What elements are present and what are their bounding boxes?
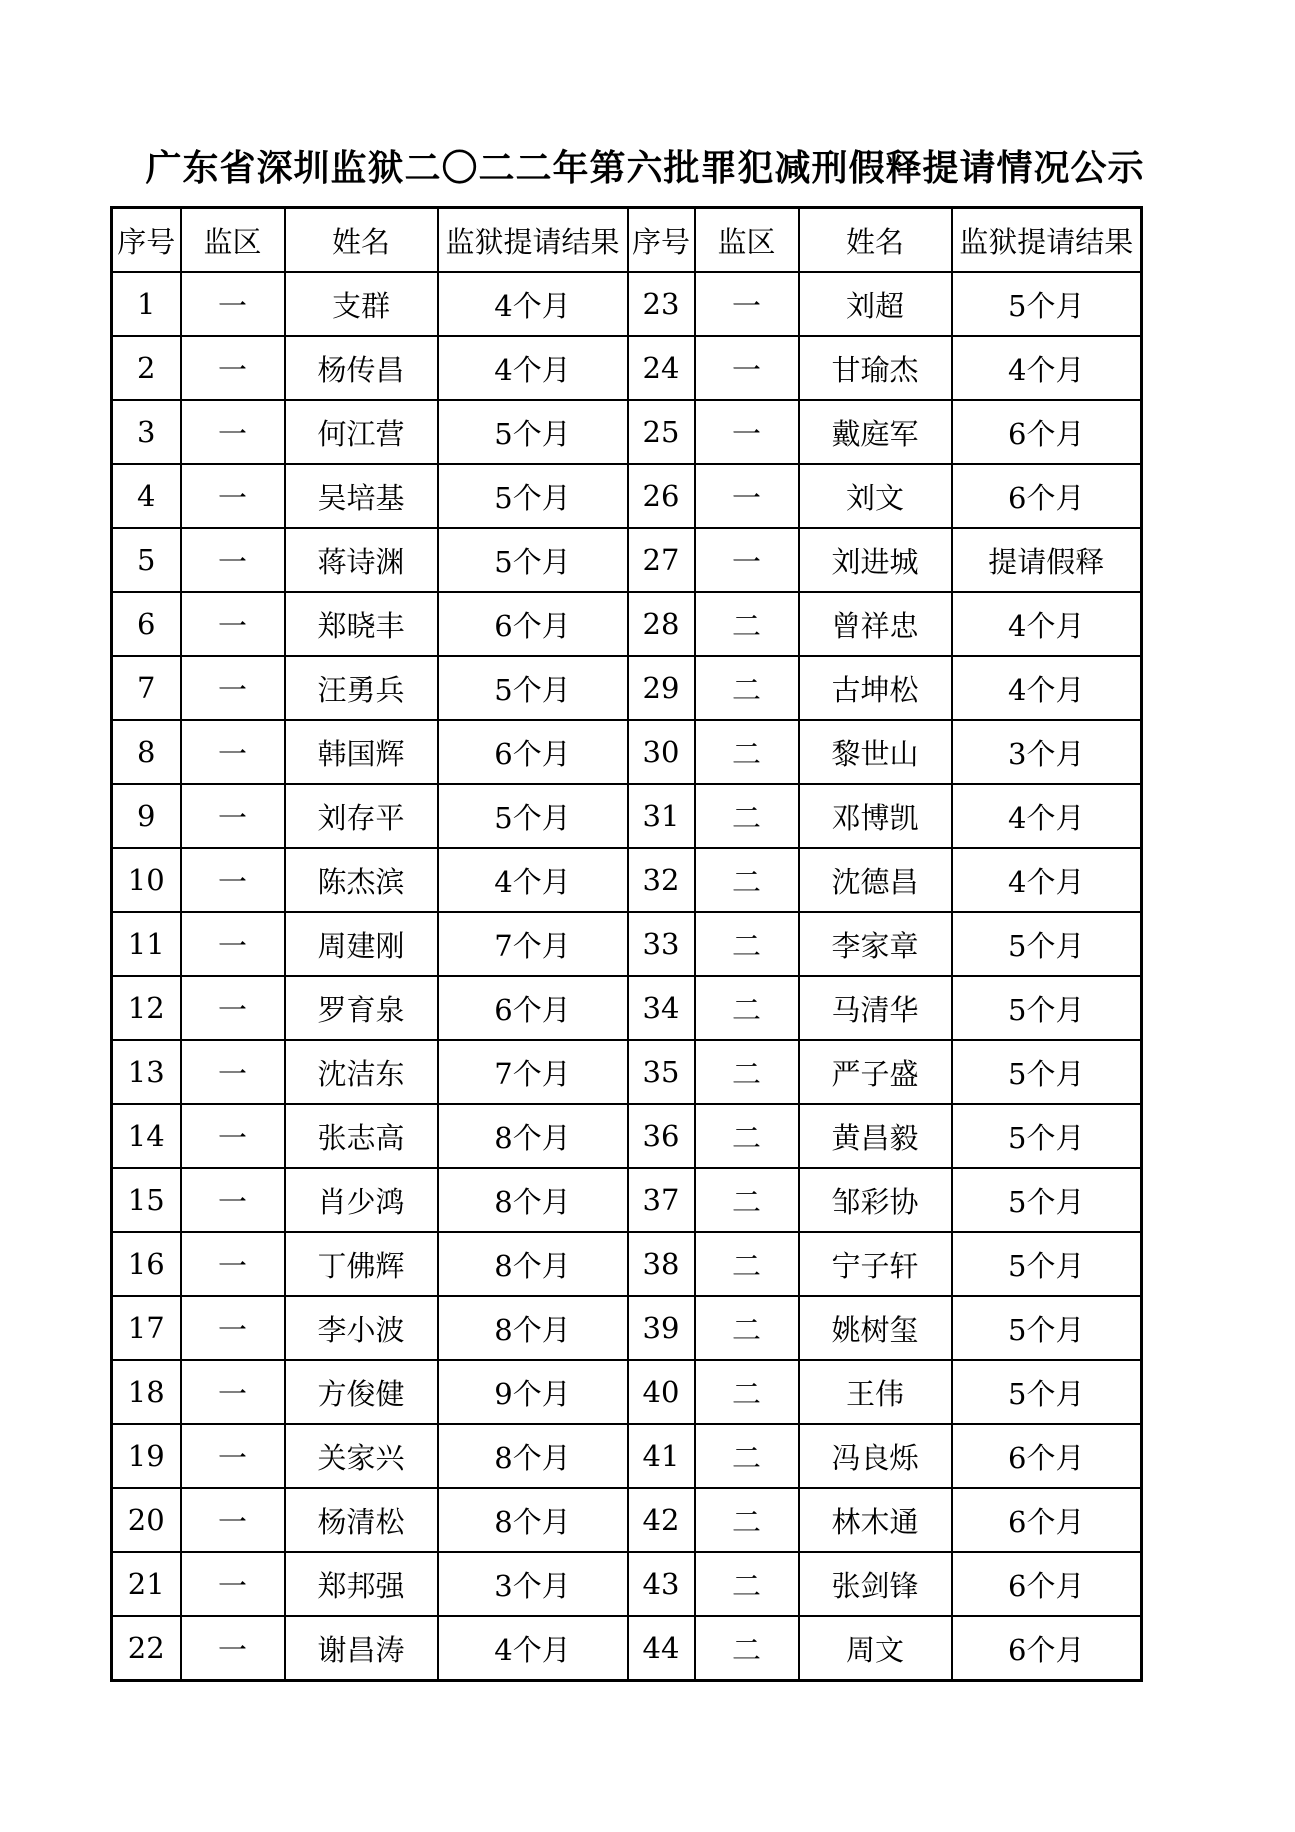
cell-name-right: 甘瑜杰 [799,336,952,400]
cell-name: 蒋诗渊 [285,528,438,592]
cell-area: 一 [181,720,285,784]
cell-name: 郑邦强 [285,1552,438,1616]
cell-result-right: 6个月 [952,464,1142,528]
cell-area: 一 [181,976,285,1040]
cell-seq-right: 34 [628,976,695,1040]
cell-area-right: 二 [695,1296,799,1360]
cell-name: 韩国辉 [285,720,438,784]
table-row [112,592,1142,656]
cell-result-right: 4个月 [952,656,1142,720]
table-row [112,656,1142,720]
cell-area-right: 二 [695,1040,799,1104]
cell-area-right: 二 [695,912,799,976]
cell-name-right: 严子盛 [799,1040,952,1104]
cell-name: 支群 [285,272,438,336]
table-row [112,1232,1142,1296]
cell-area-right: 二 [695,784,799,848]
cell-result-right: 6个月 [952,1488,1142,1552]
cell-result-right: 6个月 [952,400,1142,464]
cell-result-right: 5个月 [952,1168,1142,1232]
cell-area: 一 [181,1168,285,1232]
cell-area: 一 [181,848,285,912]
cell-name: 方俊健 [285,1360,438,1424]
cell-result: 8个月 [438,1424,628,1488]
cell-name-right: 李家章 [799,912,952,976]
cell-area-right: 二 [695,848,799,912]
cell-seq: 15 [112,1168,181,1232]
cell-area: 一 [181,1296,285,1360]
cell-seq-right: 41 [628,1424,695,1488]
cell-name: 刘存平 [285,784,438,848]
cell-name: 周建刚 [285,912,438,976]
header-name-right: 姓名 [799,208,952,273]
cell-seq: 7 [112,656,181,720]
cell-result-right: 5个月 [952,912,1142,976]
cell-result-right: 3个月 [952,720,1142,784]
cell-name: 罗育泉 [285,976,438,1040]
cell-result-right: 6个月 [952,1552,1142,1616]
cell-result: 5个月 [438,656,628,720]
cell-result-right: 6个月 [952,1616,1142,1681]
cell-name-right: 黎世山 [799,720,952,784]
cell-seq-right: 23 [628,272,695,336]
table-row [112,1424,1142,1488]
cell-name-right: 马清华 [799,976,952,1040]
cell-name: 陈杰滨 [285,848,438,912]
cell-result: 8个月 [438,1104,628,1168]
table-row [112,1488,1142,1552]
cell-name: 李小波 [285,1296,438,1360]
table-row [112,1296,1142,1360]
cell-seq: 1 [112,272,181,336]
cell-name: 杨传昌 [285,336,438,400]
cell-name-right: 戴庭军 [799,400,952,464]
table-row [112,720,1142,784]
cell-result: 4个月 [438,848,628,912]
cell-area: 一 [181,1424,285,1488]
cell-result-right: 5个月 [952,272,1142,336]
cell-seq-right: 36 [628,1104,695,1168]
cell-name: 关家兴 [285,1424,438,1488]
cell-result: 6个月 [438,720,628,784]
table-row [112,1616,1142,1681]
cell-area-right: 一 [695,272,799,336]
cell-area-right: 二 [695,592,799,656]
cell-result-right: 4个月 [952,784,1142,848]
cell-result-right: 6个月 [952,1424,1142,1488]
cell-name: 杨清松 [285,1488,438,1552]
cell-result: 5个月 [438,464,628,528]
cell-result: 8个月 [438,1168,628,1232]
cell-name-right: 邹彩协 [799,1168,952,1232]
cell-area: 一 [181,1360,285,1424]
table-row [112,1104,1142,1168]
table-row [112,1168,1142,1232]
table-row [112,272,1142,336]
cell-seq: 5 [112,528,181,592]
cell-area-right: 一 [695,528,799,592]
cell-result: 5个月 [438,400,628,464]
cell-name: 张志高 [285,1104,438,1168]
cell-seq-right: 38 [628,1232,695,1296]
table-row [112,912,1142,976]
cell-result: 4个月 [438,336,628,400]
cell-result-right: 5个月 [952,1104,1142,1168]
table-row [112,848,1142,912]
cell-area: 一 [181,1488,285,1552]
cell-area: 一 [181,656,285,720]
cell-name-right: 宁子轩 [799,1232,952,1296]
cell-area: 一 [181,1104,285,1168]
cell-result-right: 4个月 [952,848,1142,912]
cell-seq-right: 35 [628,1040,695,1104]
cell-area-right: 二 [695,1488,799,1552]
cell-area-right: 一 [695,464,799,528]
table-row [112,976,1142,1040]
table-row [112,336,1142,400]
cell-name-right: 王伟 [799,1360,952,1424]
publication-table [110,206,1143,1682]
table-row [112,1552,1142,1616]
header-area-right: 监区 [695,208,799,273]
cell-seq: 10 [112,848,181,912]
table-row [112,464,1142,528]
cell-result-right: 4个月 [952,336,1142,400]
cell-name: 吴培基 [285,464,438,528]
cell-result-right: 5个月 [952,1296,1142,1360]
cell-seq: 13 [112,1040,181,1104]
cell-seq: 22 [112,1616,181,1681]
header-area: 监区 [181,208,285,273]
header-result: 监狱提请结果 [438,208,628,273]
cell-name-right: 黄昌毅 [799,1104,952,1168]
header-row [112,208,1142,273]
header-seq: 序号 [112,208,181,273]
cell-area: 一 [181,1552,285,1616]
cell-result: 9个月 [438,1360,628,1424]
cell-area: 一 [181,272,285,336]
cell-result: 8个月 [438,1232,628,1296]
cell-area: 一 [181,784,285,848]
cell-name-right: 刘进城 [799,528,952,592]
table-row [112,528,1142,592]
cell-result: 3个月 [438,1552,628,1616]
cell-seq: 18 [112,1360,181,1424]
cell-result: 8个月 [438,1488,628,1552]
cell-seq-right: 29 [628,656,695,720]
cell-seq-right: 28 [628,592,695,656]
cell-result-right: 5个月 [952,1360,1142,1424]
cell-seq-right: 37 [628,1168,695,1232]
cell-area: 一 [181,592,285,656]
cell-area: 一 [181,400,285,464]
cell-name-right: 邓博凯 [799,784,952,848]
cell-result-right: 提请假释 [952,528,1142,592]
cell-area-right: 二 [695,1168,799,1232]
cell-seq-right: 31 [628,784,695,848]
cell-name-right: 姚树玺 [799,1296,952,1360]
cell-seq: 9 [112,784,181,848]
cell-seq: 8 [112,720,181,784]
cell-seq: 21 [112,1552,181,1616]
cell-seq: 11 [112,912,181,976]
cell-area: 一 [181,1232,285,1296]
cell-name-right: 周文 [799,1616,952,1681]
cell-area-right: 二 [695,1104,799,1168]
cell-area: 一 [181,528,285,592]
cell-area-right: 二 [695,656,799,720]
cell-seq-right: 25 [628,400,695,464]
cell-result: 7个月 [438,912,628,976]
cell-area: 一 [181,1040,285,1104]
cell-name-right: 刘文 [799,464,952,528]
cell-seq-right: 40 [628,1360,695,1424]
cell-result: 8个月 [438,1296,628,1360]
cell-area-right: 二 [695,1360,799,1424]
cell-name-right: 沈德昌 [799,848,952,912]
header-name: 姓名 [285,208,438,273]
cell-seq-right: 32 [628,848,695,912]
cell-result: 6个月 [438,976,628,1040]
cell-area-right: 二 [695,1552,799,1616]
cell-name-right: 张剑锋 [799,1552,952,1616]
cell-seq: 6 [112,592,181,656]
cell-result: 4个月 [438,272,628,336]
cell-seq: 14 [112,1104,181,1168]
cell-seq-right: 43 [628,1552,695,1616]
cell-result: 7个月 [438,1040,628,1104]
cell-area-right: 二 [695,976,799,1040]
cell-result: 5个月 [438,784,628,848]
cell-result: 5个月 [438,528,628,592]
cell-name-right: 曾祥忠 [799,592,952,656]
cell-seq-right: 44 [628,1616,695,1681]
header-result-right: 监狱提请结果 [952,208,1142,273]
cell-seq-right: 26 [628,464,695,528]
cell-name: 沈洁东 [285,1040,438,1104]
page-title: 广东省深圳监狱二〇二二年第六批罪犯减刑假释提请情况公示 [145,148,1145,189]
cell-area-right: 二 [695,1616,799,1681]
header-seq-right: 序号 [628,208,695,273]
cell-area: 一 [181,336,285,400]
cell-area-right: 二 [695,1232,799,1296]
cell-area: 一 [181,464,285,528]
cell-name: 郑晓丰 [285,592,438,656]
cell-result-right: 5个月 [952,1232,1142,1296]
cell-area-right: 二 [695,1424,799,1488]
cell-area: 一 [181,912,285,976]
cell-seq-right: 39 [628,1296,695,1360]
cell-name-right: 林木通 [799,1488,952,1552]
table-row [112,1360,1142,1424]
cell-area-right: 二 [695,720,799,784]
cell-seq-right: 27 [628,528,695,592]
cell-area: 一 [181,1616,285,1681]
cell-seq-right: 30 [628,720,695,784]
cell-seq: 17 [112,1296,181,1360]
cell-name: 何江营 [285,400,438,464]
cell-result: 6个月 [438,592,628,656]
cell-name-right: 刘超 [799,272,952,336]
cell-result: 4个月 [438,1616,628,1681]
table-row [112,400,1142,464]
cell-seq: 3 [112,400,181,464]
cell-seq: 20 [112,1488,181,1552]
cell-result-right: 4个月 [952,592,1142,656]
cell-seq-right: 42 [628,1488,695,1552]
cell-result-right: 5个月 [952,1040,1142,1104]
cell-name: 丁佛辉 [285,1232,438,1296]
cell-name: 谢昌涛 [285,1616,438,1681]
cell-seq: 16 [112,1232,181,1296]
cell-result-right: 5个月 [952,976,1142,1040]
cell-name: 肖少鸿 [285,1168,438,1232]
cell-area-right: 一 [695,336,799,400]
cell-seq: 4 [112,464,181,528]
cell-seq: 2 [112,336,181,400]
table-row [112,1040,1142,1104]
cell-seq: 12 [112,976,181,1040]
cell-name-right: 古坤松 [799,656,952,720]
cell-area-right: 一 [695,400,799,464]
cell-seq: 19 [112,1424,181,1488]
cell-name: 汪勇兵 [285,656,438,720]
cell-seq-right: 33 [628,912,695,976]
cell-name-right: 冯良烁 [799,1424,952,1488]
table-row [112,784,1142,848]
cell-seq-right: 24 [628,336,695,400]
